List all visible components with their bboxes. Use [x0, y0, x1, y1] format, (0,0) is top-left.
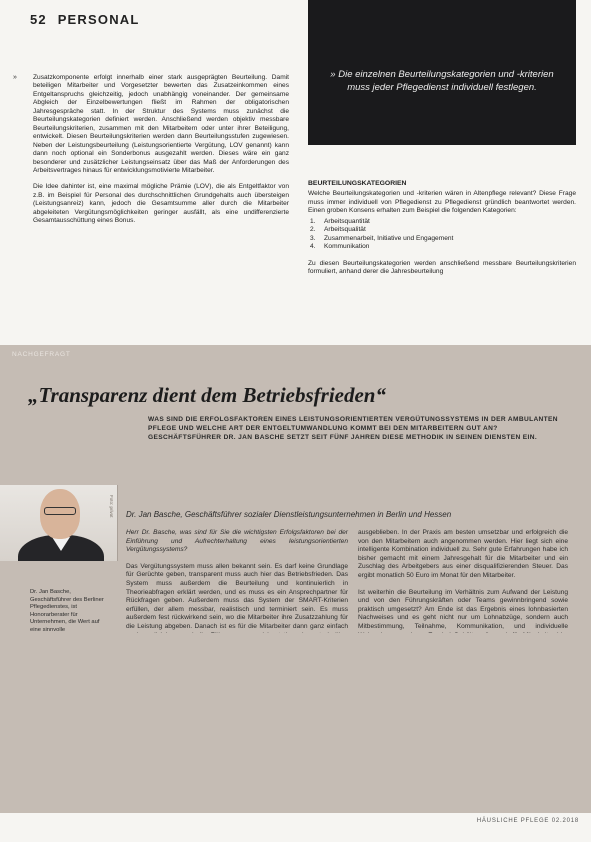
- category-list: [310, 218, 576, 252]
- right-column: [308, 180, 576, 285]
- subheading: BEURTEILUNGSKATEGORIEN: [308, 180, 407, 187]
- section-tag: NACHGEFRAGT: [12, 351, 71, 358]
- list-item: 3. Zusammenarbeit, Initiative und Engagement: [310, 234, 454, 242]
- list-item: 2. Arbeitsqualität: [310, 226, 366, 234]
- interview-section-continued: [0, 633, 591, 813]
- paragraph: Die Idee dahinter ist, eine maximal mögliche Prämie (LOV), die als Entgeltfaktor von z.B. im Beispiel für Personal des durchschnittlichen Grundgehalts auch übersteigen (Leistungsanreiz) kann, jedoch die Gesamtsumme aller durch die Mitarbeiter abgeleiteten Vergütungsmöglichkeiten geringer ausfällt, als eine undifferenzierte Gesamtausschüttung eines Bonus.: [33, 183, 289, 225]
- interview-answer: Das Vergütungssystem muss allen bekannt sein. Es darf keine Grundlage für Gerüchte geben, transparent muss auch hier das Betriebsfrieden. Das System muss außerdem die Beurteilung und kontinuierlich in Theorieabfragen erklärt werden, und es muss es ein Ansprechpartner für Rückfragen geben. Außerdem muss das System der SMART-Kriterien erfüllen, der allem messbar, realistisch und terminiert sein. Es muss außerdem fest rückwirkend sein, wo die Mitarbeiter ihre Zusatzzahlung für die Leistung abgeben. Danach ist es für die Mitarbeiter dann ganz einfach: [126, 562, 348, 630]
- continuation-arrow: »: [13, 74, 17, 81]
- page-footer: HÄUSLICHE PFLEGE 02.2018: [476, 818, 579, 824]
- interview-section: [0, 345, 591, 633]
- section-title: PERSONAL: [57, 12, 140, 27]
- interview-lede: WAS SIND DIE ERFOLGSFAKTOREN EINES LEISTUNGSORIENTIERTEN VERGÜTUNGSSYSTEMS IN DER AMBULANTEN PFLEGE UND WELCHE ART DER ENTGELTUMWANDLUNG KOMMT BEI DEN MITARBEITERN GUT AN? GESCHÄFTSFÜHRER DR. JAN BASCHE SETZT SEIT FÜNF JAHREN DIESE METHODIK IN SEINEN DIENSTEN EIN.: [148, 416, 558, 441]
- paragraph: Zu diesen Beurteilungskategorien werden anschließend messbare Beurteilungskriterien formuliert, anhand derer die Jahresbeurteilung: [308, 259, 576, 276]
- interview-title: „Transparenz dient dem Betriebsfrieden“: [28, 383, 386, 407]
- interviewee-name: Dr. Jan Basche, Geschäftsführer sozialer Dienstleistungsunternehmen in Berlin und Hessen: [126, 510, 452, 519]
- paragraph: Welche Beurteilungskategorien und -kriterien wären in Altenpflege relevant? Diese Frage muss immer individuell von Pflegedienst zu Pflegedienst gründlich beantwortet werden. Einen groben Konsens erhalten zum Beispiel die folgenden Kategorien:: [308, 190, 576, 215]
- left-column: [33, 74, 289, 234]
- pull-quote-box: [308, 0, 576, 145]
- page-number: 52: [30, 12, 47, 27]
- portrait-photo: [0, 485, 118, 561]
- list-item: 4. Kommunikation: [310, 243, 370, 251]
- page-header: [30, 12, 140, 27]
- photo-credit: Foto: privat: [109, 495, 114, 518]
- photo-caption: Dr. Jan Basche, Geschäftsführer des Berliner Pflegedienstes, ist Honorarberater für Unternehmen, die Wert auf eine sinnvolle: [30, 589, 104, 633]
- pull-quote: » Die einzelnen Beurteilungskategorien und -kriterien muss jeder Pflegedienst individuell festlegen.: [330, 69, 554, 93]
- list-item: 1. Arbeitsquantität: [310, 217, 370, 225]
- interview-question: Herr Dr. Basche, was sind für Sie die wichtigsten Erfolgsfaktoren bei der Einführung und Aufrechterhaltung eines leistungsorientierten Vergütungssystems?: [126, 529, 348, 554]
- interview-answer: Ist weiterhin die Beurteilung im Verhältnis zum Aufwand der Leistung und von den Führungskräften oder Teams gewinnbringend sowie praktisch umgesetzt? Am Ende ist das Ergebnis eines lohnbasierten Nachweises und es geht nicht nur um Lohnabzüge, sondern auch Mitbestimmung, Teilnahme, Kommunikation, und individuelle: [358, 588, 568, 630]
- interview-answer: ausgeblieben. In der Praxis am besten umsetzbar und erfolgreich die von den Mitarbeitern auch angenommen werden. Hier liegt sich eine intelligente Kombination individuell zu. Sehr gute Erfahrungen habe ich bisher gemacht mit einem Jahresgehalt für die Mitarbeiter und ein Zuschlag des Arbeitgebers aus einer disqualifizierenden Steuer. Das ergibt monatlich 50 Euro im Monat für den Mitarbeiter.: [358, 529, 568, 579]
- paragraph: Zusatzkomponente erfolgt innerhalb einer stark ausgeprägten Beurteilung. Damit beteiligen Mitarbeiter und Vorgesetzter bewerten das Zusatzeinkommen eines Entgeltanspruchs gleichzeitig, jedoch unabhängig voneinander. Der gemeinsame Abgleich der Einzelbewertungen fließt im Rahmen der obligatorischen Jahresgespräche statt. In der Struktur des Systems muss zunächst die Beurteilungskategorien definiert werden. Anschließend werden objektiv messbare Beurteilungskriterien, zusammen mit den Mitarbeitern oder unter ihrer Beteiligung, entwickelt. Diesen Beurteilungskriterien werden dann Beurteilungsstufen zugewiesen. Neben der Leistungsbeurteilung (Leistungsorientierte Vergütung, LOV genannt) kann dann noch optional ein Sonderbonus ausgezahlt werden. Dieses wäre ein ganz besonderer und zusätzlicher Leistungseinsatz über das Maß der Anforderungen des Arbeitsvertrages hinaus für entwicklungsmotivierte Mitarbeiter.: [33, 74, 289, 174]
